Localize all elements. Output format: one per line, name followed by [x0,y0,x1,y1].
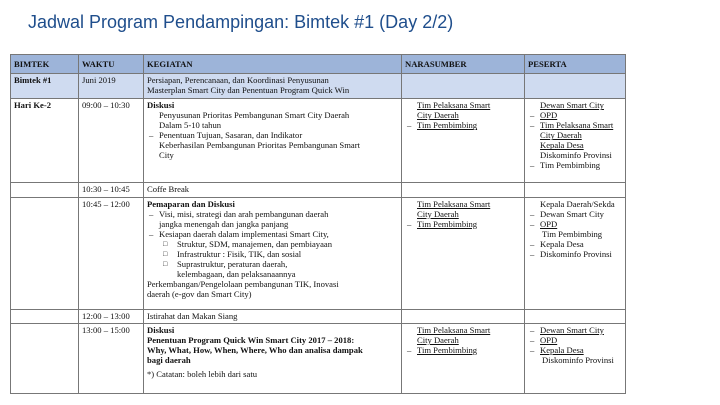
waktu-cell: Juni 2019 [79,74,144,99]
table-row [11,309,626,323]
list-item: Tim Pelaksana Smart City Daerah [417,100,491,121]
peserta-cell [525,74,626,99]
peserta-cell [525,99,626,183]
note-text: *) Catatan: boleh lebih dari satu [147,369,258,379]
waktu-cell: 13:00 – 15:00 [79,324,144,394]
table-row [11,183,626,197]
list-item: – Visi, misi, strategi dan arah pembangunan daerah jangka menengah dan jangka panjang [147,209,398,229]
kegiatan-cell [144,99,402,183]
table-row [11,197,626,309]
list-item: Kepala Daerah/Sekda [540,198,615,209]
peserta-cell [525,324,626,394]
header-narasumber: NARASUMBER [402,55,525,74]
header-peserta: PESERTA [525,55,626,74]
list-item: Penyusunan Prioritas Pembangunan Smart City Daerah Dalam 5-10 tahun [159,110,350,131]
narasumber-cell [402,324,525,394]
list-item: – Kepala Desa [528,345,622,355]
list-item: Kepala Desa [540,140,584,151]
list-item: – OPD [528,335,622,345]
list-item: – Dewan Smart City [528,325,622,335]
header-bimtek: BIMTEK [11,55,79,74]
header-kegiatan: KEGIATAN [144,55,402,74]
list-item: Tim Pelaksana Smart City Daerah [417,198,491,219]
list-item: – OPD [528,219,622,229]
list-item: – Dewan Smart City [528,209,622,219]
kegiatan-cell: Diskusi Penentuan Program Quick Win Smart City 2017 – 2018: Why, What, How, When, Where, Who dan analisa dampak bagi daerah *) Catatan: boleh lebih dari satu [144,324,402,394]
bimtek-cell: Bimtek #1 [11,74,79,99]
table-row [11,74,626,99]
kegiatan-cell: Coffe Break [144,183,402,197]
list-item: – Tim Pembimbing [528,160,622,170]
waktu-cell: 09:00 – 10:30 [79,99,144,183]
list-item: – Kesiapan daerah dalam implementasi Smart City, [147,229,398,239]
header-waktu: WAKTU [79,55,144,74]
hari-cell: Hari Ke-2 [11,99,79,183]
list-item: – Kepala Desa [528,239,622,249]
kegiatan-cell: Pemaparan dan Diskusi – Visi, misi, strategi dan arah pembangunan daerah jangka menengah dan jangka panjang – Kesiapan daerah dalam implementasi Smart City, □ Struktur, SDM, manajemen, dan pembiayaan □ Infrastruktur : Fisik, TIK, dan sosial □ Suprastruktur, peraturan daerah, kelembagaan, dan pelaksanaannya Perkembangan/Pengelolaan pembangunan TIK, Inovasi daerah (e-gov dan Smart City) [144,197,402,309]
activity-heading: Diskusi [147,100,175,111]
list-item: Diskominfo Provinsi [542,355,614,365]
table-row [11,99,626,183]
kegiatan-cell: Persiapan, Perencanaan, dan Koordinasi Penyusunan Masterplan Smart City dan Penentuan Program Quick Win [144,74,402,99]
kegiatan-cell: Istirahat dan Makan Siang [144,309,402,323]
waktu-cell: 10:30 – 10:45 [79,183,144,197]
narasumber-cell [402,99,525,183]
narasumber-cell [402,197,525,309]
list-item: Diskominfo Provinsi [540,150,612,161]
list-item: – Tim Pelaksana Smart City Daerah [528,120,622,140]
activity-heading: Pemaparan dan Diskusi [147,198,235,209]
page-title: Jadwal Program Pendampingan: Bimtek #1 (Day 2/2) [28,12,454,32]
list-item: Tim Pelaksana Smart City Daerah [417,325,491,345]
schedule-table [10,54,626,394]
header-row [11,55,626,74]
list-item: – Penentuan Tujuan, Sasaran, dan Indikator Keberhasilan Pembangunan Prioritas Pembangunan Smart City [147,130,398,160]
list-item: – OPD [528,110,622,120]
list-item: – Tim Pembimbing [405,345,521,355]
waktu-cell: 12:00 – 13:00 [79,309,144,323]
list-item: – Tim Pembimbing [405,219,521,229]
peserta-cell [525,197,626,309]
list-item: – Diskominfo Provinsi [528,249,622,259]
waktu-cell: 10:45 – 12:00 [79,197,144,309]
list-item: □ Struktur, SDM, manajemen, dan pembiayaan [147,239,398,249]
list-item: – Tim Pembimbing [405,120,521,130]
list-item: Tim Pembimbing [542,228,603,239]
list-item: □ Suprastruktur, peraturan daerah, kelembagaan, dan pelaksanaannya [147,259,398,279]
list-item: Dewan Smart City [540,100,604,111]
table-row [11,324,626,394]
activity-heading: Diskusi [147,325,175,335]
narasumber-cell [402,74,525,99]
list-item: □ Infrastruktur : Fisik, TIK, dan sosial [147,249,398,259]
